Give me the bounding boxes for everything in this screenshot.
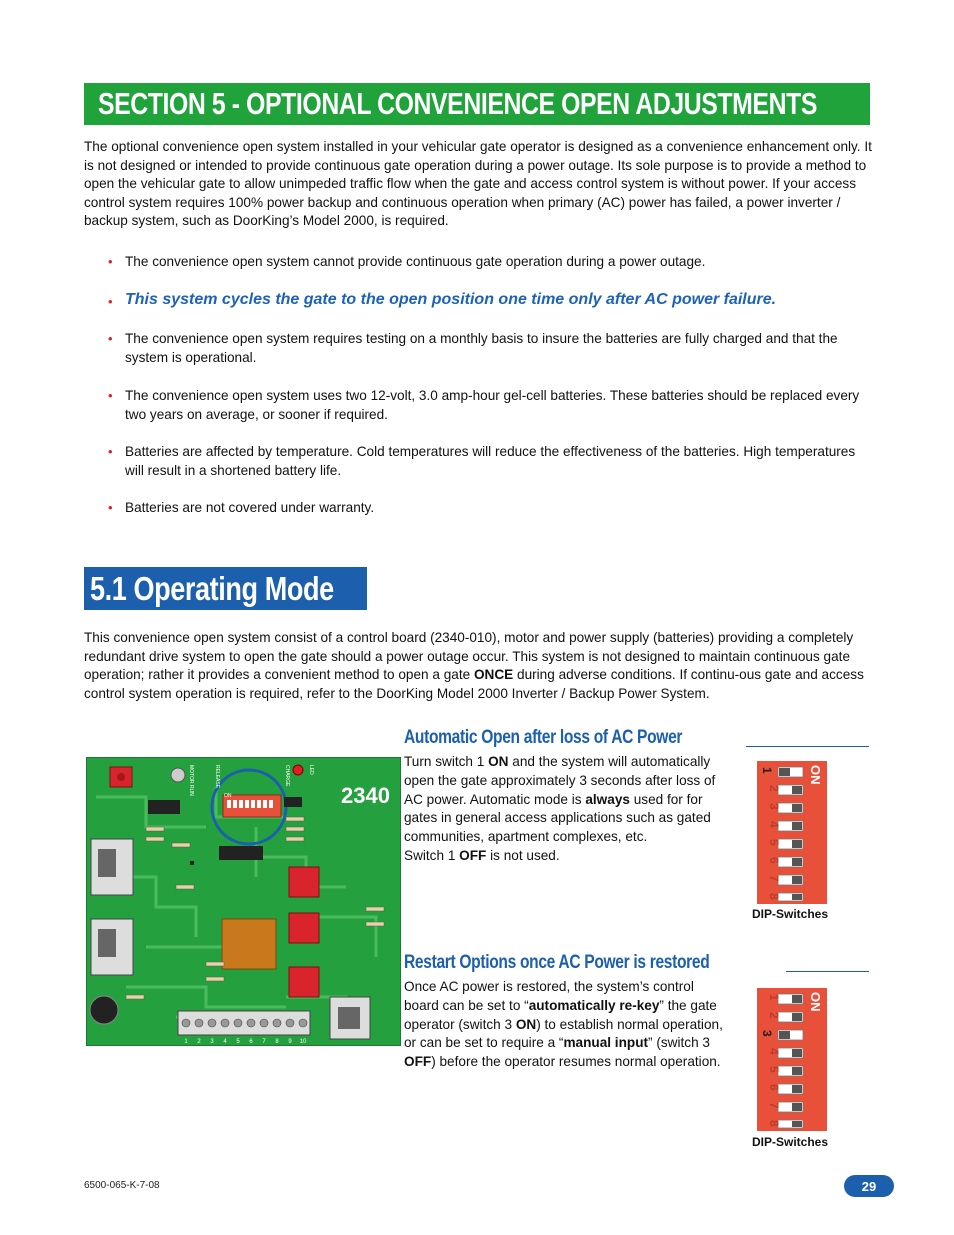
section-title-banner: [84, 83, 870, 125]
dip-number: 8: [767, 893, 781, 900]
terminal-label: 3: [210, 1039, 214, 1045]
dip-number: 2: [767, 1012, 781, 1019]
control-board-illustration: [86, 757, 401, 1046]
page-number: 29: [844, 1175, 894, 1197]
dip-number: 4: [767, 821, 781, 828]
dip-switch-block-restart: [757, 988, 827, 1131]
bullet-item-emphasis: [108, 291, 872, 310]
restart-heading: Restart Options once AC Power is restored: [404, 952, 710, 973]
dip-number: 4: [767, 1048, 781, 1055]
bullet-marker: •: [108, 500, 113, 515]
bullet-marker: •: [108, 331, 113, 346]
board-label: ON: [224, 793, 232, 799]
operating-mode-paragraph: This convenience open system consist of a control board (2340-010), motor and power supply (batteries) providing a completely redundant drive system to open the gate should a power outage occur. This system is not designed to maintain continuous gate operation; rather it provides a convenient method to open a gate ONCE during adverse conditions. If continu-ous gate and access control system operation is required, refer to the DoorKing Model 2000 Inverter / Backup Power System.: [84, 630, 864, 701]
bullet-item: [108, 443, 872, 480]
dip-number: 8: [767, 1120, 781, 1127]
terminal-label: 1: [184, 1039, 188, 1045]
dip-number: 2: [767, 785, 781, 792]
bullet-marker: •: [108, 388, 113, 403]
bullet-item: [108, 499, 872, 518]
dip-number: 7: [767, 1102, 781, 1109]
dip-number: 5: [767, 839, 781, 846]
subsection-title: 5.1 Operating Mode: [90, 569, 334, 607]
dip-number: 1: [760, 767, 774, 774]
bullet-marker: •: [108, 254, 113, 269]
dip-number: 3: [767, 803, 781, 810]
board-label: LED: [308, 765, 314, 775]
bullet-marker: •: [108, 444, 113, 459]
auto-open-text: Turn switch 1 ON and the system will automatically open the gate approximately 3 seconds after loss of AC power. Automatic mode is always used for for gates in general access applications such as gated communities, apartment complexes, etc. Switch 1 OFF is not used.: [404, 754, 716, 863]
dip-caption: DIP-Switches: [752, 907, 829, 921]
dip-number: 6: [767, 1084, 781, 1091]
bullet-item: [108, 330, 872, 367]
board-label: CHARGE: [284, 765, 290, 787]
auto-open-heading: Automatic Open after loss of AC Power: [404, 727, 683, 748]
bullet-text: Batteries are not covered under warranty.: [125, 500, 375, 515]
document-code: 6500-065-K-7-08: [84, 1180, 160, 1191]
board-label: RELEASE: [214, 765, 220, 789]
bullet-text: The convenience open system cannot provide continuous gate operation during a power outage.: [125, 254, 706, 269]
terminal-label: 9: [288, 1039, 292, 1045]
bullet-item: [108, 253, 872, 272]
dip-caption: DIP-Switches: [752, 1135, 829, 1149]
terminal-label: 5: [236, 1039, 240, 1045]
heading-rule: [786, 971, 869, 972]
bullet-item: [108, 387, 872, 424]
dip-number: 3: [760, 1030, 774, 1037]
bullet-marker: •: [108, 294, 113, 309]
dip-number: 7: [767, 875, 781, 882]
terminal-label: 6: [249, 1039, 253, 1045]
heading-rule: [746, 746, 869, 747]
subsection-title-box: [84, 567, 367, 610]
dip-switch-block-auto: [757, 761, 827, 904]
once-emphasis: ONCE: [473, 667, 514, 683]
section-title: SECTION 5 - OPTIONAL CONVENIENCE OPEN ADJUSTMENTS: [98, 86, 817, 121]
board-model-label: 2340: [341, 783, 390, 808]
terminal-label: 4: [223, 1039, 227, 1045]
terminal-label: 8: [275, 1039, 279, 1045]
board-label: MOTOR RUN: [188, 765, 194, 796]
dip-number: 1: [767, 994, 781, 1001]
restart-text: Once AC power is restored, the system’s control board can be set to “automatically re-key” the gate operator (switch 3 ON) to establish normal operation, or can be set to require a “manual input” (switch 3 OFF) before the operator resumes normal operation.: [404, 979, 723, 1070]
bullet-text: Batteries are affected by temperature. Cold temperatures will reduce the effectiveness of the batteries. High temperatures will result in a shortened battery life.: [125, 444, 856, 478]
bullet-text: The convenience open system uses two 12-volt, 3.0 amp-hour gel-cell batteries. These batteries should be replaced every two years on average, or sooner if required.: [125, 388, 860, 422]
terminal-label: 10: [299, 1039, 307, 1045]
dip-on-label: ON: [808, 992, 823, 1012]
terminal-label: 2: [197, 1039, 201, 1045]
intro-paragraph: The optional convenience open system installed in your vehicular gate operator is designed as a convenience enhancement only. It is not designed or intended to provide continuous gate operation during a power outage. Its sole purpose is to provide a method to open the vehicular gate to allow unimpeded traffic flow when the gate and access control system is without power. If your access control system requires 100% power backup and continuous operation when primary (AC) power has failed, a power inverter / backup system, such as DoorKing’s Model 2000, is required.: [84, 139, 872, 229]
bullet-text: The convenience open system requires testing on a monthly basis to insure the batteries are fully charged and that the system is operational.: [125, 331, 838, 365]
dip-number: 6: [767, 857, 781, 864]
dip-number: 5: [767, 1066, 781, 1073]
dip-on-label: ON: [808, 765, 823, 785]
terminal-label: 7: [262, 1039, 266, 1045]
bullet-text: This system cycles the gate to the open position one time only after AC power failure.: [125, 291, 777, 308]
